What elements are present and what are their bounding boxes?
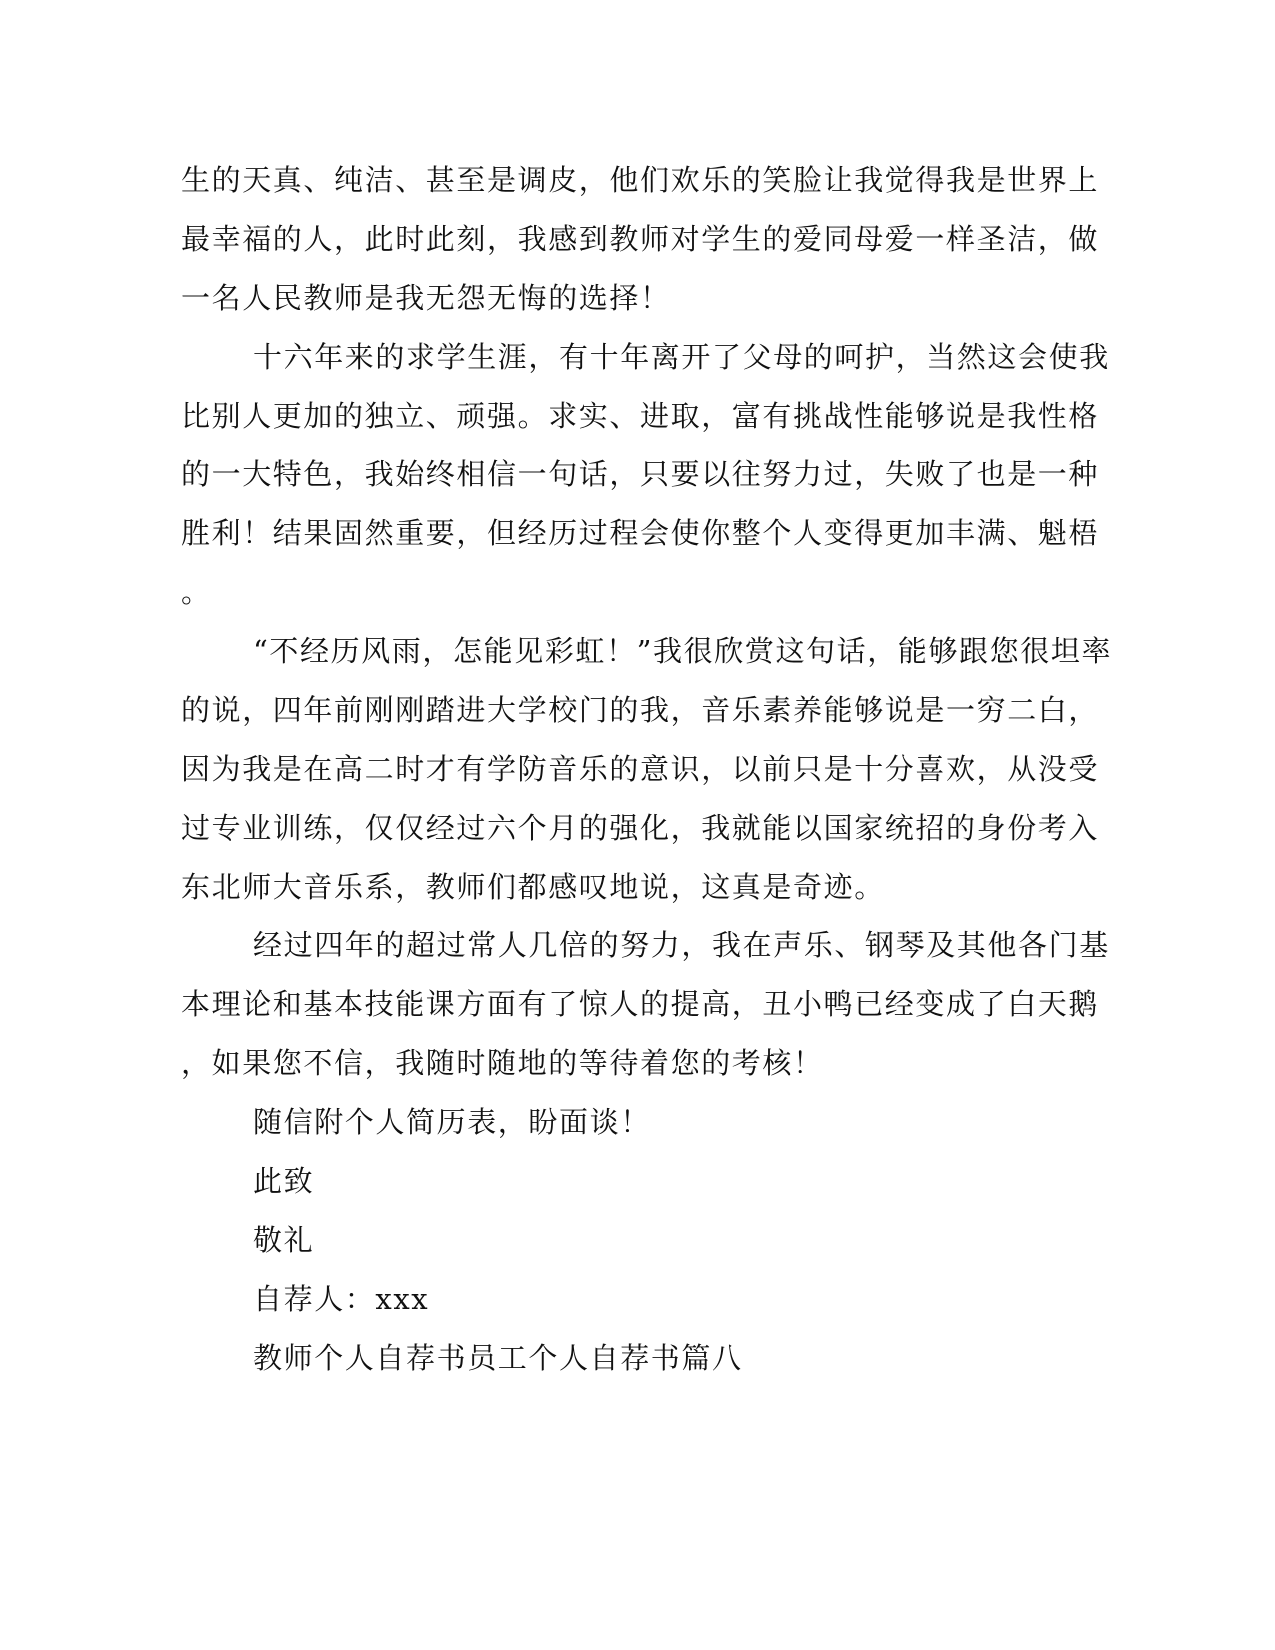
text-line: 。 (181, 575, 212, 609)
text-line: 胜利！结果固然重要，但经历过程会使你整个人变得更加丰满、魁梧 (181, 516, 1100, 550)
text-line: 比别人更加的独立、顽强。求实、进取，富有挑战性能够说是我性格 (181, 399, 1100, 433)
text-line: 自荐人：xxx (253, 1282, 430, 1316)
text-line: 一名人民教师是我无怨无悔的选择！ (181, 281, 671, 315)
text-line: “不经历风雨，怎能见彩虹！”我很欣赏这句话，能够跟您很坦率 (253, 634, 1113, 668)
text-line: 此致 (253, 1164, 315, 1198)
text-line: 因为我是在高二时才有学防音乐的意识，以前只是十分喜欢，从没受 (181, 752, 1100, 786)
text-line: 最幸福的人，此时此刻，我感到教师对学生的爱同母爱一样圣洁，做 (181, 222, 1100, 256)
text-line: 东北师大音乐系，教师们都感叹地说，这真是奇迹。 (181, 870, 885, 904)
text-line: 随信附个人简历表，盼面谈！ (253, 1105, 651, 1139)
text-line: 的说，四年前刚刚踏进大学校门的我，音乐素养能够说是一穷二白， (181, 693, 1100, 727)
text-line: 生的天真、纯洁、甚至是调皮，他们欢乐的笑脸让我觉得我是世界上 (181, 163, 1100, 197)
text-line: 的一大特色，我始终相信一句话，只要以往努力过，失败了也是一种 (181, 457, 1100, 491)
text-line: 教师个人自荐书员工个人自荐书篇八 (253, 1341, 743, 1375)
text-line: 过专业训练，仅仅经过六个月的强化，我就能以国家统招的身份考入 (181, 811, 1100, 845)
text-line: 经过四年的超过常人几倍的努力，我在声乐、钢琴及其他各门基 (253, 928, 1110, 962)
text-line: 敬礼 (253, 1223, 315, 1257)
text-line: 本理论和基本技能课方面有了惊人的提高，丑小鸭已经变成了白天鹅 (181, 987, 1100, 1021)
text-line: 十六年来的求学生涯，有十年离开了父母的呵护，当然这会使我 (253, 340, 1110, 374)
text-line: ，如果您不信，我随时随地的等待着您的考核！ (181, 1046, 824, 1080)
